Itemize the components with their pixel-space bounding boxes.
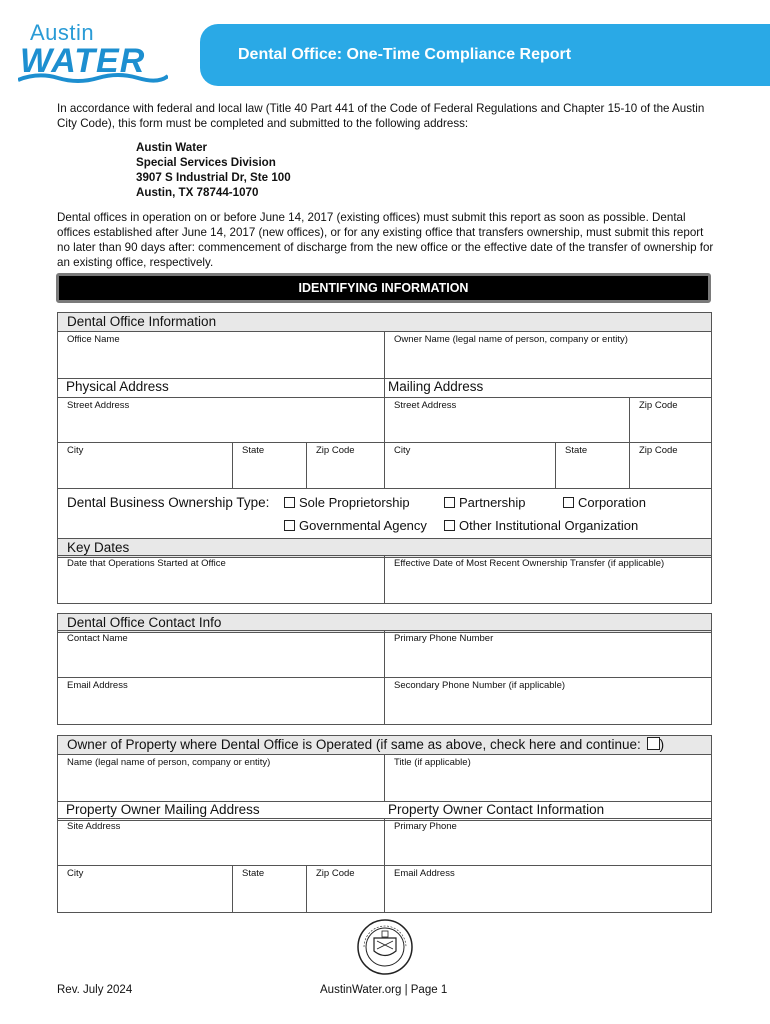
primary-phone-label: Primary Phone Number [394,633,494,644]
physical-city-label: City [67,445,84,456]
page-footer: AustinWater.org | Page 1 [320,984,448,996]
property-state-field[interactable] [232,865,307,913]
property-email-label: Email Address [394,868,455,879]
mailing-zip-top-field[interactable] [629,397,712,443]
property-site-address-label: Site Address [67,821,121,832]
property-mailing-header [57,801,260,819]
mailing-address-block [136,140,291,200]
intro-text: In accordance with federal and local law (Title 40 Part 441 of the Code of Federal Regulations and Chapter 15-10 of the Austin City Code), this form must be completed and submitted to the following address: [57,102,705,130]
contact-info-title: Dental Office Contact Info [67,615,222,630]
property-owner-header [57,735,712,755]
property-primary-phone-label: Primary Phone [394,821,457,832]
property-mailing-title: Property Owner Mailing Address [66,802,260,817]
option-label: Sole Proprietorship [299,495,410,510]
title-banner [200,24,770,86]
property-email-field[interactable] [384,865,712,913]
checkbox-icon[interactable] [284,520,295,531]
property-contact-title: Property Owner Contact Information [388,802,605,817]
option-label: Governmental Agency [299,518,427,533]
operations-start-date-field[interactable] [57,555,385,604]
property-owner-title-field[interactable] [384,754,712,802]
mailing-city-field[interactable] [384,442,556,489]
page-title: Dental Office: One-Time Compliance Report [238,46,572,63]
ownership-type-label: Dental Business Ownership Type: [67,495,270,510]
physical-address-title: Physical Address [66,379,169,394]
property-city-label: City [67,868,84,879]
property-city-field[interactable] [57,865,233,913]
checkbox-icon[interactable] [284,497,295,508]
physical-state-field[interactable] [232,442,307,489]
ownership-option-corporation[interactable] [563,495,646,510]
option-label: Partnership [459,495,526,510]
deadline-text: Dental offices in operation on or before June 14, 2017 (existing offices) must submit this report as soon as possible. Dental offices established after June 14, 2017 (new offices), or for any existing office that transfers ownership, must submit this report no later than 90 days after: commencement of discharge from the new office or the effective date of the transfer of ownership for an existing office, respectively. [57,211,714,269]
contact-name-field[interactable] [57,630,385,678]
key-dates-title: Key Dates [67,540,130,555]
email-address-field[interactable] [57,677,385,725]
physical-zip-field[interactable] [306,442,385,489]
wave-icon [18,72,168,86]
physical-city-field[interactable] [57,442,233,489]
physical-street-field[interactable] [57,397,385,443]
mailing-zip-top-label: Zip Code [639,400,678,411]
checkbox-icon[interactable] [444,497,455,508]
checkbox-icon[interactable] [563,497,574,508]
office-name-field[interactable] [57,331,385,379]
mailing-zip-label: Zip Code [639,445,678,456]
property-zip-label: Zip Code [316,868,355,879]
ownership-option-sole[interactable] [284,495,410,510]
address-line1: Austin Water [136,141,208,154]
property-owner-title-label: Title (if applicable) [394,757,471,768]
mailing-street-label: Street Address [394,400,457,411]
property-site-address-field[interactable] [57,818,385,866]
operations-start-date-label: Date that Operations Started at Office [67,558,226,569]
property-contact-header [379,801,604,819]
page-header [0,0,770,92]
secondary-phone-label: Secondary Phone Number (if applicable) [394,680,566,691]
mailing-state-label: State [565,445,588,456]
property-owner-title-end: ) [659,737,665,752]
mailing-zip-field[interactable] [629,442,712,489]
logo-line2: WATER [20,42,146,80]
property-owner-title: Owner of Property where Dental Office is Operated (if same as above, check here and continue: [67,737,641,752]
logo-line1: Austin [30,20,95,45]
mailing-street-field[interactable] [384,397,630,443]
same-as-above-checkbox[interactable] [647,737,660,750]
email-address-label: Email Address [67,680,128,691]
address-line3: 3907 S Industrial Dr, Ste 100 [136,171,291,184]
mailing-city-label: City [394,445,411,456]
ownership-transfer-date-field[interactable] [384,555,712,604]
primary-phone-field[interactable] [384,630,712,678]
ownership-option-other[interactable] [444,518,638,533]
ownership-option-government[interactable] [284,518,427,533]
ownership-option-partnership[interactable] [444,495,525,510]
identifying-information-title: IDENTIFYING INFORMATION [298,281,469,295]
physical-state-label: State [242,445,265,456]
property-state-label: State [242,868,265,879]
physical-zip-label: Zip Code [316,445,355,456]
checkbox-icon[interactable] [444,520,455,531]
revision-date: Rev. July 2024 [57,984,133,996]
office-info-header [57,312,712,332]
office-name-label: Office Name [67,334,120,345]
address-header-divider [384,378,385,398]
address-line2: Special Services Division [136,156,276,169]
property-primary-phone-field[interactable] [384,818,712,866]
address-line4: Austin, TX 78744-1070 [136,186,259,199]
mailing-state-field[interactable] [555,442,630,489]
contact-name-label: Contact Name [67,633,128,644]
ownership-transfer-date-label: Effective Date of Most Recent Ownership Transfer (if applicable) [394,558,665,569]
austin-water-logo [18,20,173,86]
owner-name-field[interactable] [384,331,712,379]
option-label: Corporation [578,495,646,510]
physical-street-label: Street Address [67,400,130,411]
option-label: Other Institutional Organization [459,518,639,533]
property-zip-field[interactable] [306,865,385,913]
property-owner-name-field[interactable] [57,754,385,802]
office-info-title: Dental Office Information [67,314,217,329]
property-owner-name-label: Name (legal name of person, company or entity) [67,757,271,768]
mailing-address-title: Mailing Address [388,379,484,394]
identifying-information-header [56,273,711,303]
secondary-phone-field[interactable] [384,677,712,725]
city-seal-icon [356,918,414,976]
owner-name-label: Owner Name (legal name of person, company or entity) [394,334,628,345]
